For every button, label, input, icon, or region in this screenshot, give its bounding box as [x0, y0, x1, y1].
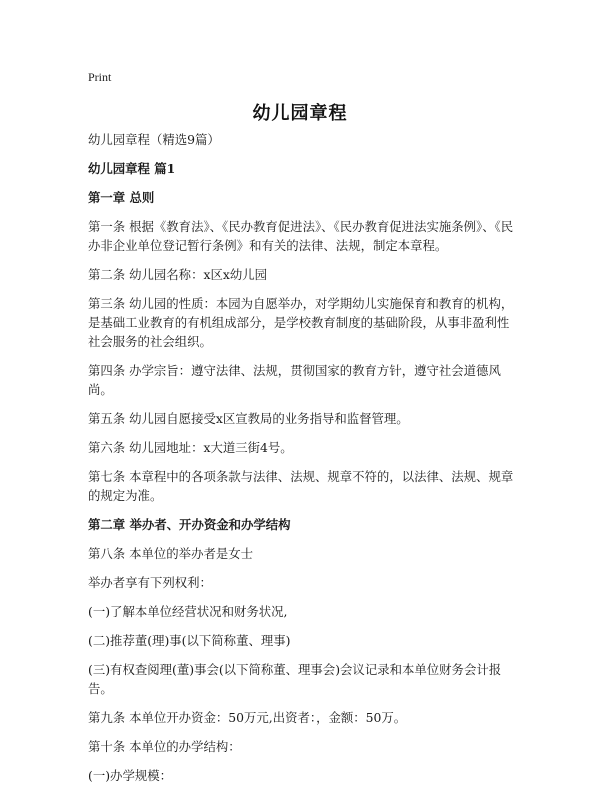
article-paragraph: 举办者享有下列权利： — [88, 575, 212, 590]
paragraph-subtitle: 幼儿园章程（精选9篇） — [88, 132, 220, 147]
print-link[interactable]: Print — [88, 70, 112, 84]
article-paragraph: 第十条 本单位的办学结构： — [88, 739, 241, 754]
article-paragraph: 第二条 幼儿园名称：x区x幼儿园 — [88, 267, 267, 282]
chapter-heading: 第一章 总则 — [88, 190, 155, 205]
list-item: (一)办学规模： — [88, 768, 173, 783]
article-paragraph: 第五条 幼儿园自愿接受x区宣教局的业务指导和监督管理。 — [88, 411, 409, 426]
list-item: (二)推荐董(理)事(以下简称董、理事) — [88, 633, 291, 648]
article-paragraph: 第四条 办学宗旨：遵守法律、法规，贯彻国家的教育方针，遵守社会道德风尚。 — [88, 363, 501, 397]
article-paragraph: 第一条 根据《教育法》、《民办教育促进法》、《民办教育促进法实施条例》、《民办非企业单位登记暂行条例》和有关的法律、法规，制定本章程。 — [88, 219, 514, 253]
section-heading: 幼儿园章程 篇1 — [88, 161, 176, 176]
list-item: (一)了解本单位经营状况和财务状况, — [88, 604, 288, 619]
chapter-heading: 第二章 举办者、开办资金和办学结构 — [88, 517, 291, 532]
article-paragraph: 第三条 幼儿园的性质：本园为自愿举办，对学期幼儿实施保育和教育的机构，是基础工业教育的有机组成部分，是学校教育制度的基础阶段，从事非盈利性社会服务的社会组织。 — [88, 296, 514, 349]
article-paragraph: 第七条 本章程中的各项条款与法律、法规、规章不符的，以法律、法规、规章的规定为准。 — [88, 469, 514, 503]
document-body — [88, 130, 520, 795]
list-item: (三)有权查阅理(董)事会(以下简称董、理事会)会议记录和本单位财务会计报告。 — [88, 662, 502, 696]
article-paragraph: 第九条 本单位开办资金：50万元,出资者：，金额：50万。 — [88, 710, 407, 725]
page-title: 幼儿园章程 — [252, 103, 348, 124]
article-paragraph: 第六条 幼儿园地址：x大道三街4号。 — [88, 440, 293, 455]
article-paragraph: 第八条 本单位的举办者是女士 — [88, 546, 254, 561]
